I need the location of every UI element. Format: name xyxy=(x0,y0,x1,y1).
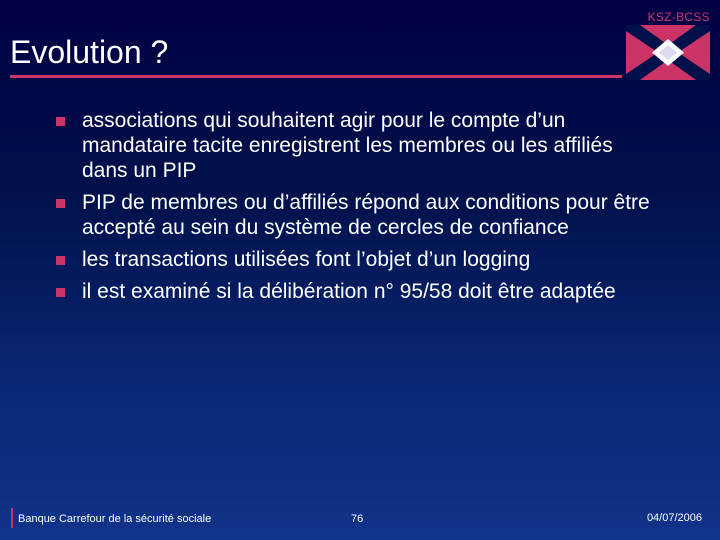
bullet-item xyxy=(56,108,656,183)
bullet-text: associations qui souhaitent agir pour le compte d’un mandataire tacite enregistrent les membres ou les affiliés dans un PIP xyxy=(82,109,613,182)
bullet-text: les transactions utilisées font l’objet d’un logging xyxy=(82,248,531,271)
bullet-list xyxy=(56,108,656,311)
slide-title: Evolution ? xyxy=(10,34,169,70)
bullet-item xyxy=(56,190,656,240)
bullet-item xyxy=(56,247,656,272)
brand-label: KSZ-BCSS xyxy=(647,10,710,24)
square-bullet-icon xyxy=(56,117,65,126)
square-bullet-icon xyxy=(56,199,65,208)
square-bullet-icon xyxy=(56,256,65,265)
footer-organization: Banque Carrefour de la sécurité sociale xyxy=(18,513,212,525)
bullet-text: PIP de membres ou d’affiliés répond aux conditions pour être accepté au sein du système de cercles de confiance xyxy=(82,191,650,239)
footer-date: 04/07/2006 xyxy=(646,512,702,524)
bullet-item xyxy=(56,279,656,304)
footer-accent-bar xyxy=(11,508,13,528)
page-number: 76 xyxy=(351,513,364,525)
bullet-text: il est examiné si la délibération n° 95/58 doit être adaptée xyxy=(82,280,616,303)
ksz-bcss-logo-icon xyxy=(626,25,710,80)
square-bullet-icon xyxy=(56,288,65,297)
title-underline xyxy=(10,75,622,78)
